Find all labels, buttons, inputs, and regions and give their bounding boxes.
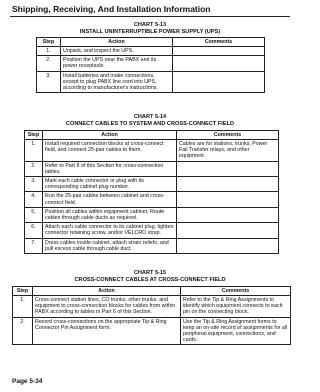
table-header-row — [13, 287, 291, 296]
header-comments: Comments — [177, 131, 279, 140]
table-row — [37, 56, 265, 71]
step-comment — [177, 207, 279, 222]
step-comment — [173, 47, 265, 56]
table-row — [25, 140, 279, 162]
table-header-row — [37, 38, 265, 47]
step-comment — [177, 177, 279, 192]
header-action: Action — [61, 38, 173, 47]
step-comment — [173, 56, 265, 71]
chart-5-14-title-block — [0, 114, 300, 127]
step-number: 2. — [13, 317, 33, 345]
step-action: Record cross-connections on the appropriate Tip & Ring Connector Pin Assignment form. — [33, 317, 181, 345]
step-action: Run the 25-pair cables between cabinet and cross-connect field. — [43, 192, 177, 207]
header-step: Step — [13, 287, 33, 296]
table-row — [37, 47, 265, 56]
step-action: Position all cables within equipment cabinet. Route cables through cable ducts as required. — [43, 207, 177, 222]
chart-5-15-title-block — [0, 270, 300, 283]
step-comment: Cables are for stations, trunks, Power Fail Transfer relays, and other equipment. — [177, 140, 279, 162]
chart-5-14-title: CHART 5-14 — [133, 114, 167, 120]
step-action: Mark each cable connector or plug with its corresponding cabinet plug number. — [43, 177, 177, 192]
table-header-row — [25, 131, 279, 140]
table-row — [25, 238, 279, 253]
page-number: Page 5-34 — [12, 378, 43, 385]
table-row — [25, 207, 279, 222]
step-action: Dress cables inside cabinet, attach strain reliefs, and pull excess cable through cable duct. — [43, 238, 177, 253]
step-comment — [177, 223, 279, 238]
step-action: Position the UPS near the PABX and its power receptacle. — [61, 56, 173, 71]
table-row — [25, 223, 279, 238]
chart-5-15-title: CHART 5-15 — [133, 270, 167, 276]
chart-5-15-table — [12, 286, 291, 345]
step-comment: Refer to the Tip & Ring Assignments to identify which equipment connects to each pin on the connecting block. — [181, 296, 291, 318]
header-action: Action — [43, 131, 177, 140]
header-step: Step — [37, 38, 61, 47]
step-comment — [177, 238, 279, 253]
header-action: Action — [33, 287, 181, 296]
chart-5-13-table — [36, 37, 265, 93]
step-number: 1. — [25, 140, 43, 162]
step-number: 2. — [37, 56, 61, 71]
header-step: Step — [25, 131, 43, 140]
step-comment — [177, 192, 279, 207]
table-row — [25, 177, 279, 192]
step-comment — [177, 161, 279, 176]
step-number: 2. — [25, 161, 43, 176]
step-action: Unpack, and inspect the UPS. — [61, 47, 173, 56]
chart-5-13-title: CHART 5-13 — [133, 22, 167, 28]
table-row — [25, 161, 279, 176]
step-number: 5. — [25, 207, 43, 222]
header-rule — [10, 16, 290, 17]
header-comments: Comments — [181, 287, 291, 296]
step-number: 3. — [25, 177, 43, 192]
header-comments: Comments — [173, 38, 265, 47]
chart-5-13-subtitle: INSTALL UNINTERRUPTIBLE POWER SUPPLY (UPS) — [79, 28, 221, 35]
step-action: Cross-connect station lines, CO trunks, other trunks, and equipment to cross-connection blocks for cables from within PABX according to tables in Part 6 of this Section. — [33, 296, 181, 318]
step-action: Refer to Part 8 of this Section for cross-connection tables. — [43, 161, 177, 176]
chart-5-14-table — [24, 130, 279, 254]
chart-5-15-subtitle: CROSS-CONNECT CABLES AT CROSS-CONNECT FIELD — [74, 276, 226, 283]
step-number: 7. — [25, 238, 43, 253]
table-row — [37, 71, 265, 93]
step-number: 6. — [25, 223, 43, 238]
step-comment: Use the Tip & Ring Assignment forms to keep an on-site record of assignments for all peripheral equipment, connections, and cards. — [181, 317, 291, 345]
chart-5-13-title-block — [0, 22, 300, 35]
step-action: Install required connection blocks at cross-connect field, and connect 25-pair cables to them. — [43, 140, 177, 162]
step-action: Attach each cable connector to its cabinet plug, tighten connector retaining screw, and/or VELCRO strap. — [43, 223, 177, 238]
step-number: 1. — [37, 47, 61, 56]
step-comment — [173, 71, 265, 93]
table-row — [13, 317, 291, 345]
step-number: 3. — [37, 71, 61, 93]
step-action: Install batteries and make connections, except to plug PABX line cord into UPS, according to manufacturer's instructions. — [61, 71, 173, 93]
page-header-title: Shipping, Receiving, And Installation Information — [12, 4, 211, 14]
table-row — [13, 296, 291, 318]
step-number: 4. — [25, 192, 43, 207]
step-number: 1. — [13, 296, 33, 318]
table-row — [25, 192, 279, 207]
chart-5-14-subtitle: CONNECT CABLES TO SYSTEM AND CROSS-CONNECT FIELD — [65, 120, 235, 127]
